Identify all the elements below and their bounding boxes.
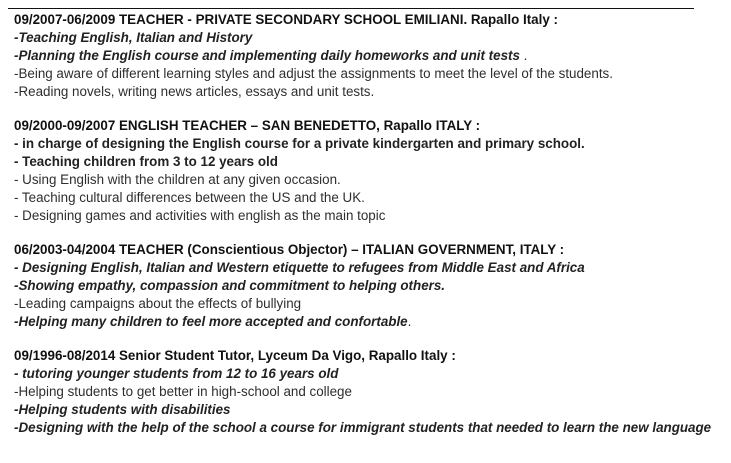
experience-bullet — [14, 295, 719, 313]
bullet-text: -Being aware of different learning styles and adjust the assignments to meet the level of the students. — [14, 66, 613, 81]
bullet-text: - Teaching cultural differences between the US and the UK. — [14, 190, 365, 205]
bullet-text: -Helping many children to feel more accepted and confortable — [14, 314, 408, 329]
experience-bullet — [14, 207, 719, 225]
experience-bullet — [14, 365, 719, 383]
bullet-text: - Designing English, Italian and Western etiquette to refugees from Middle East and Africa — [14, 260, 585, 275]
experience-bullet — [14, 313, 719, 331]
bullet-text: - Using English with the children at any given occasion. — [14, 172, 341, 187]
experience-heading: 06/2003-04/2004 TEACHER (Conscientious Objector) – ITALIAN GOVERNMENT, ITALY : — [14, 242, 565, 257]
experience-entry — [14, 347, 719, 436]
top-rule — [8, 8, 694, 9]
experience-bullet — [14, 401, 719, 419]
bullet-text: -Reading novels, writing news articles, essays and unit tests. — [14, 84, 375, 99]
bullet-text: -Designing with the help of the school a course for immigrant students that needed to learn the new language — [14, 420, 712, 435]
bullet-punctuation: . — [407, 314, 412, 329]
experience-bullet — [14, 259, 719, 277]
experience-bullet — [14, 65, 719, 83]
experience-bullet — [14, 419, 719, 436]
experience-bullet — [14, 29, 719, 47]
experience-bullet — [14, 135, 719, 153]
bullet-text: - tutoring younger students from 12 to 16 years old — [14, 366, 339, 381]
bullet-text: - in charge of designing the English course for a private kindergarten and primary school. — [14, 136, 585, 151]
experience-bullet — [14, 47, 719, 65]
bullet-punctuation: . — [519, 48, 528, 63]
experience-entry — [14, 117, 719, 225]
bullet-text: -Helping students to get better in high-school and college — [14, 384, 352, 399]
bullet-text: -Helping students with disabilities — [14, 402, 231, 417]
bullet-text: -Showing empathy, compassion and commitment to helping others. — [14, 278, 446, 293]
bullet-text: - Designing games and activities with english as the main topic — [14, 208, 386, 223]
bullet-text: -Leading campaigns about the effects of bullying — [14, 296, 302, 311]
experience-entry — [14, 241, 719, 331]
experience-heading: 09/2007-06/2009 TEACHER - PRIVATE SECONDARY SCHOOL EMILIANI. Rapallo Italy : — [14, 12, 558, 27]
experience-bullet — [14, 189, 719, 207]
experience-bullet — [14, 383, 719, 401]
experience-heading: 09/2000-09/2007 ENGLISH TEACHER – SAN BENEDETTO, Rapallo ITALY : — [14, 118, 481, 133]
resume-work-experience — [14, 11, 719, 452]
experience-bullet — [14, 277, 719, 295]
experience-bullet — [14, 153, 719, 171]
bullet-text: -Teaching English, Italian and History — [14, 30, 253, 45]
experience-bullet — [14, 171, 719, 189]
bullet-text: - Teaching children from 3 to 12 years old — [14, 154, 278, 169]
bullet-text: -Planning the English course and implementing daily homeworks and unit tests — [14, 48, 520, 63]
experience-heading: 09/1996-08/2014 Senior Student Tutor, Lyceum Da Vigo, Rapallo Italy : — [14, 348, 456, 363]
experience-bullet — [14, 83, 719, 101]
experience-entry — [14, 11, 719, 101]
